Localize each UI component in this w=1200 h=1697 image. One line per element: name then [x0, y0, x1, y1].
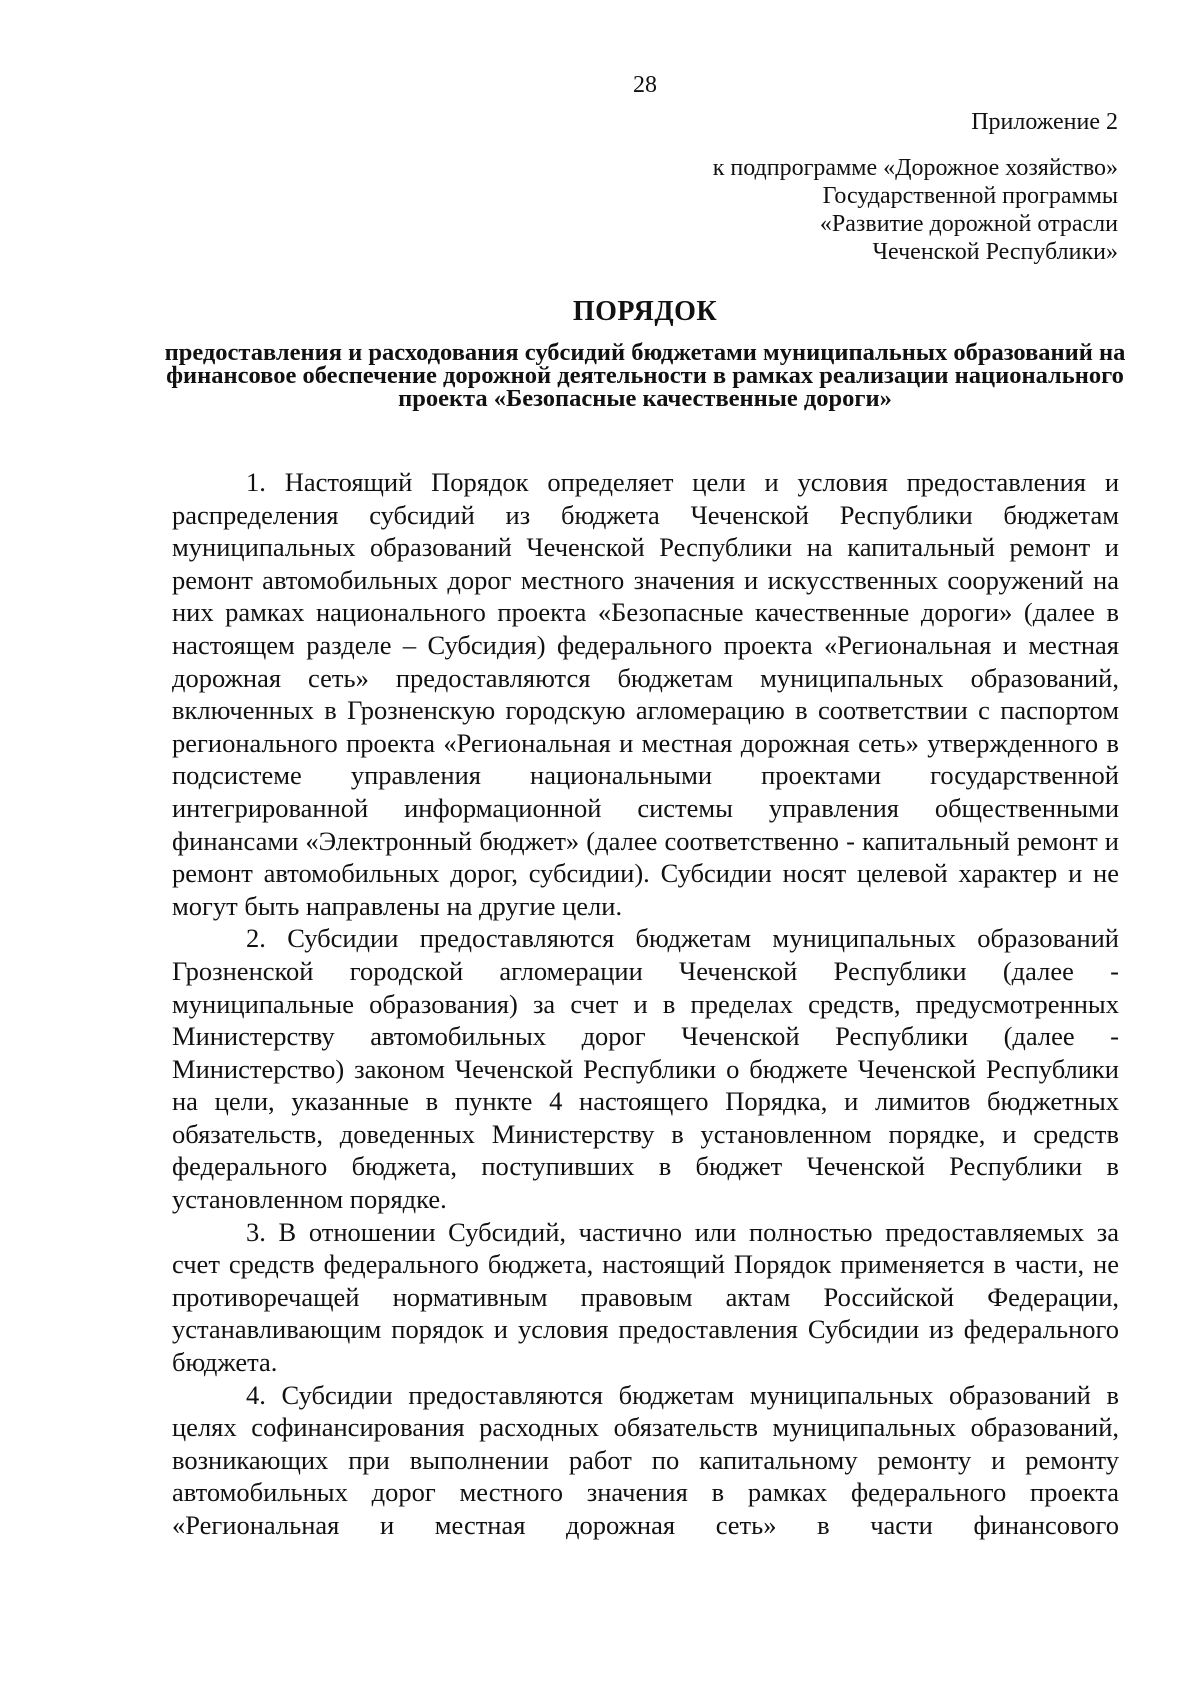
paragraph-2: 2. Субсидии предоставляются бюджетам муниципальных образований Грозненской городской агломерации Чеченской Республики (далее - муниципальные образования) за счет и в пределах средств, предусмотренных Министерству автомобильных дорог Чеченской Республики (далее - Министерство) законом Чеченской Республики о бюджете Чеченской Республики на цели, указанные в пункте 4 настоящего Порядка, и лимитов бюджетных обязательств, доведенных Министерству в установленном порядке, и средств федерального бюджета, поступивших в бюджет Чеченской Республики в установленном порядке. [172, 923, 1119, 1215]
appendix-label: Приложение 2 [971, 109, 1118, 135]
paragraph-1: 1. Настоящий Порядок определяет цели и условия предоставления и распределения субсидий из бюджета Чеченской Республики бюджетам муниципальных образований Чеченской Республики на капитальный ремонт и ремонт автомобильных дорог местного значения и искусственных сооружений на них рамках национального проекта «Безопасные качественные дороги» (далее в настоящем разделе – Субсидия) федерального проекта «Региональная и местная дорожная сеть» предоставляются бюджетам муниципальных образований, включенных в Грозненскую городскую агломерацию в соответствии с паспортом регионального проекта «Региональная и местная дорожная сеть» утвержденного в подсистеме управления национальными проектами государственной интегрированной информационной системы управления общественными финансами «Электронный бюджет» (далее соответственно - капитальный ремонт и ремонт автомобильных дорог, субсидии). Субсидии носят целевой характер и не могут быть направлены на другие цели. [172, 467, 1119, 921]
appendix-line: Государственной программы [822, 183, 1118, 209]
appendix-line: «Развитие дорожной отрасли [819, 211, 1118, 237]
paragraph-4: 4. Субсидии предоставляются бюджетам муниципальных образований в целях софинансирования расходных обязательств муниципальных образований, возникающих при выполнении работ по капитальному ремонту и ремонту автомобильных дорог местного значения в рамках федерального проекта «Региональная и местная дорожная сеть» в части финансового [172, 1379, 1119, 1540]
appendix-line: к подпрограмме «Дорожное хозяйство» [712, 155, 1118, 181]
paragraph-3: 3. В отношении Субсидий, частично или полностью предоставляемых за счет средств федерального бюджета, настоящий Порядок применяется в части, не противоречащей нормативным правовым актам Российской Федерации, устанавливающим порядок и условия предоставления Субсидии из федерального бюджета. [172, 1216, 1119, 1378]
appendix-header [518, 108, 1118, 266]
document-title: ПОРЯДОК [572, 296, 718, 327]
appendix-line: Чеченской Республики» [872, 239, 1118, 265]
document-body [172, 466, 1119, 1542]
document-subtitle: предоставления и расходования субсидий бюджетами муниципальных образований на финансовое обеспечение дорожной деятельности в рамках реализации национального проекта «Безопасные качественные дороги» [164, 339, 1126, 412]
page-number: 28 [633, 72, 657, 98]
